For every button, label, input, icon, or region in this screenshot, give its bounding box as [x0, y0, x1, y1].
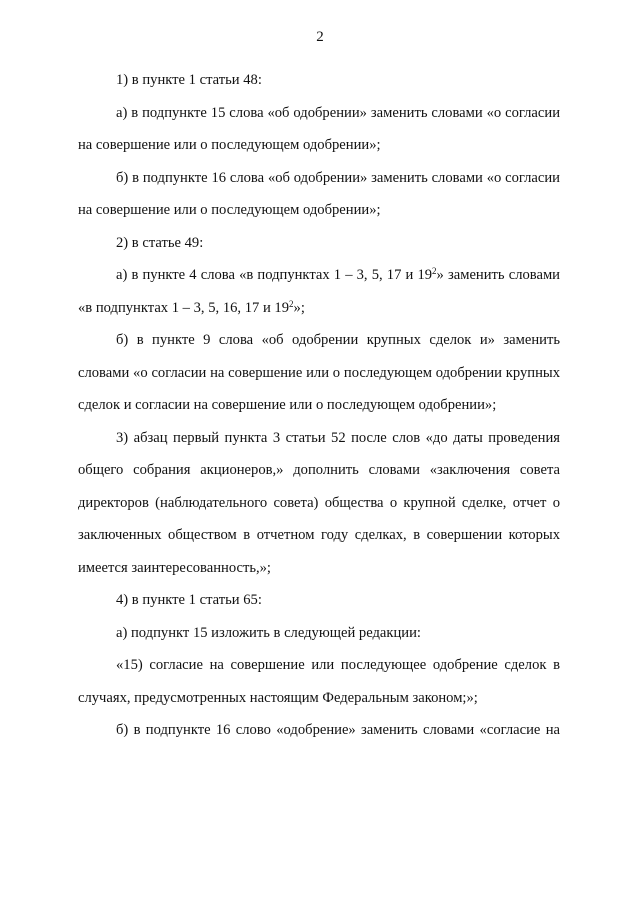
paragraph-item-1b	[78, 162, 560, 227]
paragraph-text: 2) в статье 49:	[116, 234, 204, 251]
paragraph-item-2	[78, 227, 560, 260]
paragraph-text: а) в пункте 4 слова «в подпунктах 1 – 3, 5, 17 и 19	[116, 267, 433, 283]
paragraph-item-1	[78, 64, 560, 97]
paragraph-text: «15) согласие на совершение или последующее одобрение сделок в случаях, предусмотренных настоящим Федеральным законом;»;	[78, 657, 560, 706]
paragraph-item-4a	[78, 617, 560, 650]
paragraph-text: » заменить словами «в подпунктах 1 – 3, 5, 16, 17 и 19	[78, 267, 560, 316]
paragraph-item-1a	[78, 97, 560, 162]
superscript: 2	[289, 298, 294, 309]
paragraph-text: б) в пункте 9 слова «об одобрении крупных сделок и» заменить словами «о согласии на совершение или о последующем одобрении крупных сделок и согласии на совершение или о последующем одобрении»;	[78, 332, 560, 413]
paragraph-text: »;	[293, 299, 305, 316]
document-body	[78, 64, 560, 747]
paragraph-item-2a	[78, 259, 560, 324]
paragraph-item-4	[78, 584, 560, 617]
paragraph-text: б) в подпункте 16 слово «одобрение» заменить словами «согласие на	[116, 722, 560, 738]
paragraph-quote-15	[78, 649, 560, 714]
superscript: 2	[432, 266, 437, 276]
paragraph-text: б) в подпункте 16 слова «об одобрении» заменить словами «о согласии на совершение или о последующем одобрении»;	[78, 169, 560, 218]
paragraph-text: 1) в пункте 1 статьи 48:	[116, 72, 262, 88]
paragraph-item-2b	[78, 324, 560, 422]
paragraph-text: 3) абзац первый пункта 3 статьи 52 после слов «до даты проведения общего собрания акционеров,» дополнить словами «заключения совета директоров (наблюдательного совета) общества о крупной сделке, отчет о заключенных обществом в отчетном году сделках, в совершении которых имеется заинтересованность,»;	[78, 429, 560, 576]
paragraph-item-4b	[78, 714, 560, 747]
paragraph-item-3	[78, 422, 560, 585]
paragraph-text: а) подпункт 15 изложить в следующей редакции:	[116, 624, 421, 641]
paragraph-text: 4) в пункте 1 статьи 65:	[116, 592, 262, 608]
paragraph-text: а) в подпункте 15 слова «об одобрении» заменить словами «о согласии на совершение или о последующем одобрении»;	[78, 104, 560, 153]
page-number: 2	[316, 29, 324, 45]
